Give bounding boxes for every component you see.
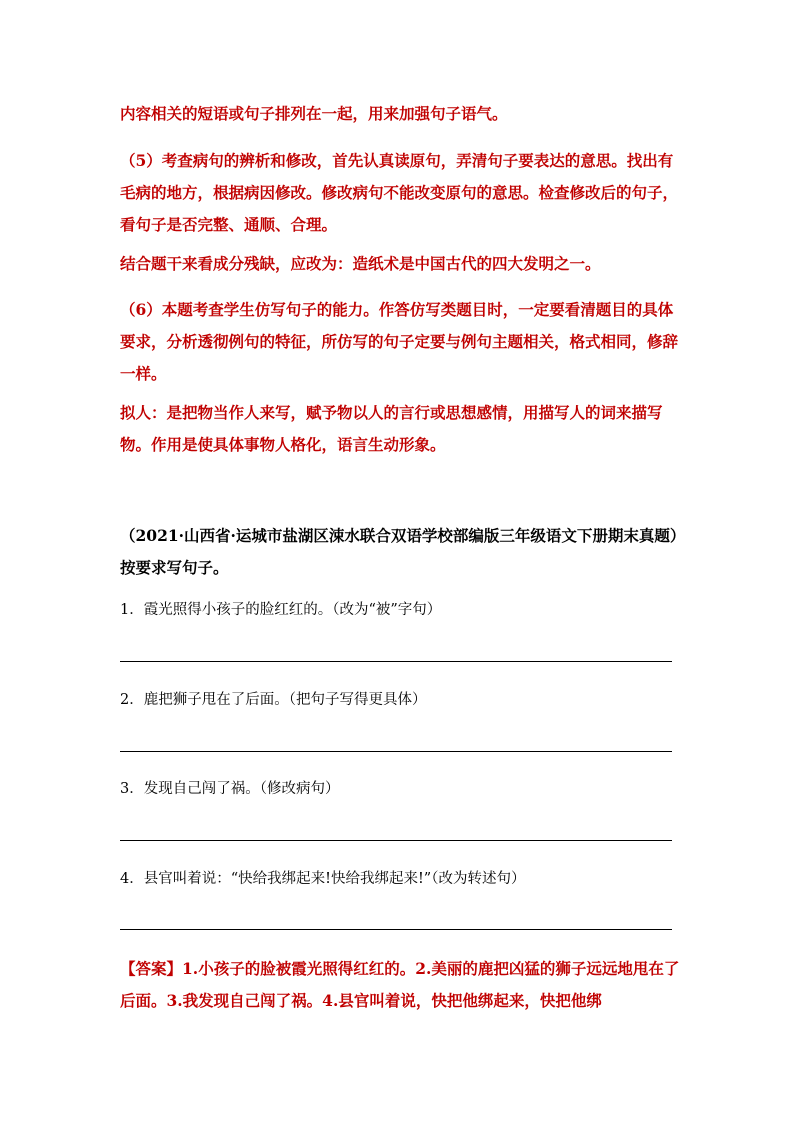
- answer-line-3: [120, 840, 672, 841]
- answer-line-4: [120, 929, 672, 930]
- answer-text: 1.小孩子的脸被霞光照得红红的。2.美丽的鹿把凶猛的狮子远远地甩在了后面。3.我发现自己闯了祸。4.县官叫着说，快把他绑起来，快把他绑: [120, 959, 680, 1010]
- explanation-paragraph-5: 拟人：是把物当作人来写，赋予物以人的言行或思想感情，用描写人的词来描写物。作用是使具体事物人格化，语言生动形象。: [120, 403, 663, 454]
- question-item-1: 1．霞光照得小孩子的脸红红的。（改为“被”字句）: [120, 602, 442, 618]
- explanation-paragraph-2: （5）考查病句的辨析和修改，首先认真读原句，弄清句子要表达的意思。找出有毛病的地方，根据病因修改。修改病句不能改变原句的意思。检查修改后的句子，看句子是否完整、通顺、合理。: [120, 151, 679, 234]
- answer-line-1: [120, 661, 672, 662]
- question-source-heading: （2021·山西省·运城市盐湖区涑水联合双语学校部编版三年级语文下册期末真题）按要求写句子。: [120, 526, 678, 577]
- answer-tag: 【答案】: [120, 959, 183, 978]
- answer-line-2: [120, 751, 672, 752]
- question-item-2: 2．鹿把狮子甩在了后面。（把句子写得更具体）: [120, 692, 427, 708]
- question-item-3: 3．发现自己闯了祸。（修改病句）: [120, 781, 340, 797]
- answer-paragraph: [120, 953, 680, 1017]
- question-item-4: 4．县官叫着说：“快给我绑起来!快给我绑起来!”（改为转述句）: [120, 871, 526, 887]
- explanation-paragraph-1: 内容相关的短语或句子排列在一起，用来加强句子语气。: [120, 104, 508, 123]
- explanation-paragraph-4: （6）本题考查学生仿写句子的能力。作答仿写类题目时，一定要看清题目的具体要求，分析透彻例句的特征，所仿写的句子定要与例句主题相关，格式相同，修辞一样。: [120, 300, 679, 383]
- explanation-paragraph-3: 结合题干来看成分残缺，应改为：造纸术是中国古代的四大发明之一。: [120, 254, 601, 273]
